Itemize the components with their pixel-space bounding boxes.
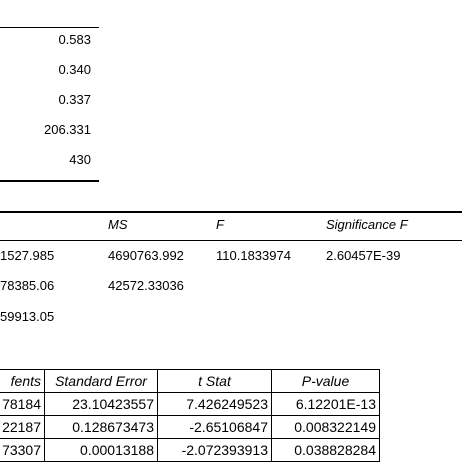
coef-cell: 0.038828284 xyxy=(272,439,380,462)
stat-value-observations: 430 xyxy=(69,152,91,167)
coef-cell: 0.00013188 xyxy=(45,439,158,462)
table-row xyxy=(0,439,380,462)
coefficients-table xyxy=(0,369,380,462)
anova-row-residual-ms: 42572.33036 xyxy=(108,278,184,293)
anova-header-f: F xyxy=(216,217,224,232)
coef-cell: 7.426249523 xyxy=(158,393,272,416)
stat-value-multiple-r: 0.583 xyxy=(58,32,91,47)
coef-cell: 78184 xyxy=(0,393,45,416)
coef-header-t-stat: t Stat xyxy=(158,370,272,393)
coef-cell: 0.008322149 xyxy=(272,416,380,439)
stats-bottom-rule xyxy=(0,180,99,182)
stat-value-r-square: 0.340 xyxy=(58,62,91,77)
coef-cell: 6.12201E-13 xyxy=(272,393,380,416)
anova-row-regression-sig: 2.60457E-39 xyxy=(326,248,401,263)
coef-cell: 73307 xyxy=(0,439,45,462)
coef-cell: 0.128673473 xyxy=(45,416,158,439)
table-row xyxy=(0,416,380,439)
anova-row-regression-f: 110.1833974 xyxy=(216,248,291,263)
coefficients-header-row xyxy=(0,370,380,393)
anova-header-rule xyxy=(0,240,462,241)
table-row xyxy=(0,393,380,416)
stat-value-adjusted-r-square: 0.337 xyxy=(58,92,91,107)
anova-top-rule xyxy=(0,211,462,213)
coef-header-coefficients: fents xyxy=(0,370,45,393)
anova-header-significance-f: Significance F xyxy=(326,217,408,232)
anova-row-regression-ms: 4690763.992 xyxy=(108,248,184,263)
coef-header-standard-error: Standard Error xyxy=(45,370,158,393)
anova-row-residual-ss: 78385.06 xyxy=(0,278,55,293)
anova-row-regression-ss: 1527.985 xyxy=(0,248,55,263)
stats-top-rule xyxy=(0,27,99,28)
anova-row-total-ss: 59913.05 xyxy=(0,309,55,324)
stat-value-standard-error: 206.331 xyxy=(44,122,91,137)
coef-cell: 23.10423557 xyxy=(45,393,158,416)
coef-header-p-value: P-value xyxy=(272,370,380,393)
coef-cell: 22187 xyxy=(0,416,45,439)
coef-cell: -2.072393913 xyxy=(158,439,272,462)
coef-cell: -2.65106847 xyxy=(158,416,272,439)
anova-header-ms: MS xyxy=(108,217,128,232)
